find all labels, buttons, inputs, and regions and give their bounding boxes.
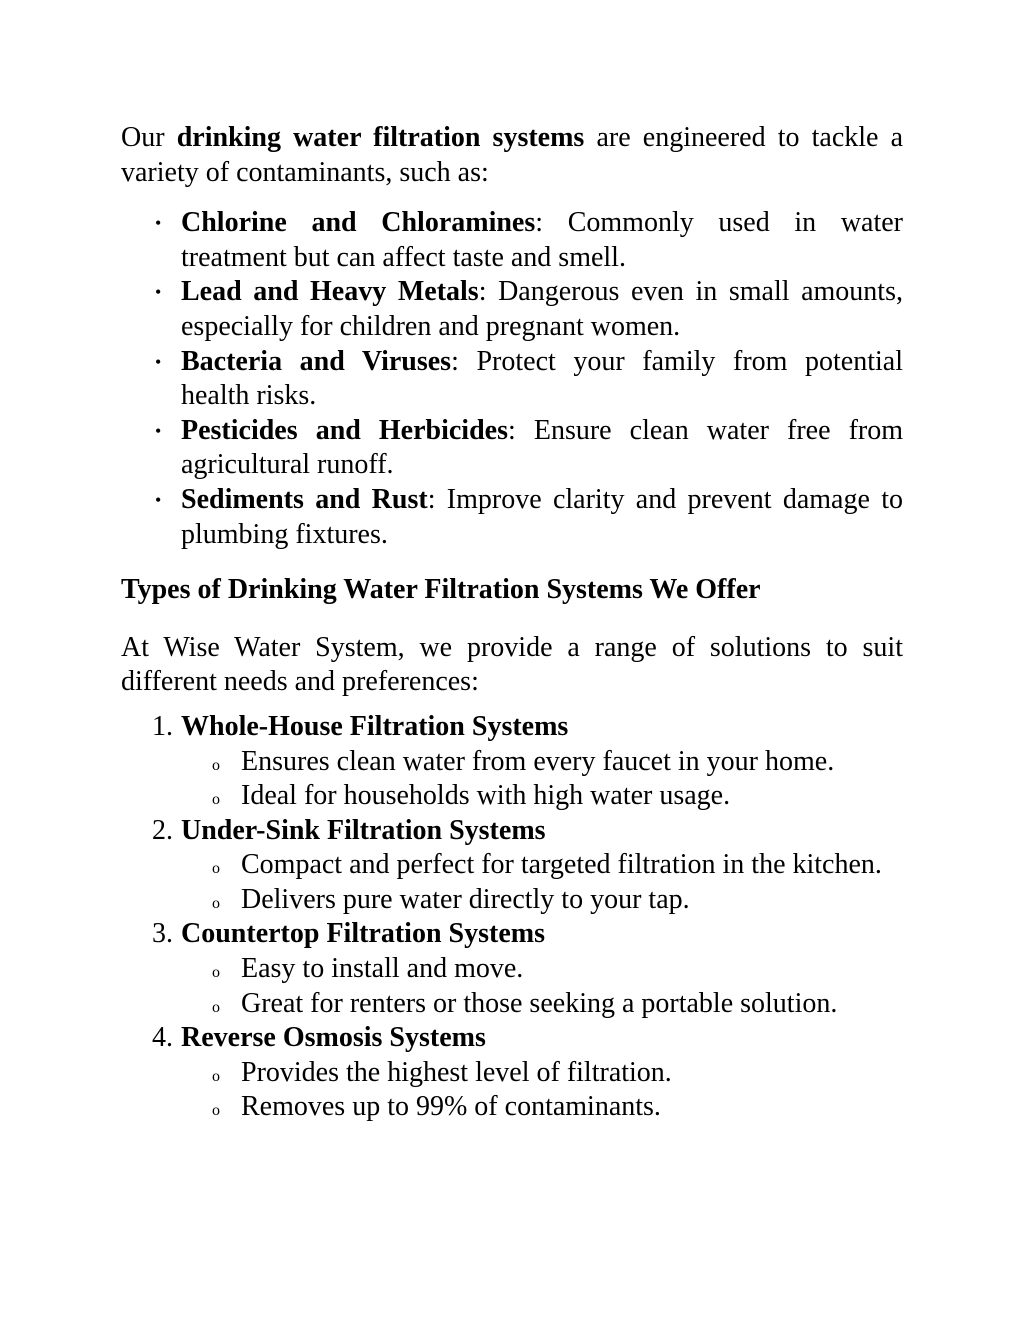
feature-item bbox=[181, 1090, 903, 1125]
circle-bullet-icon: o bbox=[212, 1067, 220, 1085]
contaminant-title: Pesticides and Herbicides bbox=[181, 414, 508, 446]
bullet-icon: • bbox=[155, 213, 162, 234]
bullet-icon: • bbox=[155, 489, 162, 510]
contaminant-item bbox=[121, 483, 903, 552]
filtration-type-title: Under-Sink Filtration Systems bbox=[181, 814, 546, 846]
item-number: 2. bbox=[152, 814, 173, 846]
bullet-icon: • bbox=[155, 351, 162, 372]
contaminant-item bbox=[121, 414, 903, 483]
feature-item bbox=[181, 1056, 903, 1091]
contaminant-text: : Commonly used in water treatment but can affect taste and smell. bbox=[181, 207, 903, 273]
contaminant-title: Lead and Heavy Metals bbox=[181, 276, 479, 308]
circle-bullet-icon: o bbox=[212, 791, 220, 809]
contaminant-text: : Dangerous even in small amounts, especially for children and pregnant women. bbox=[181, 276, 903, 342]
contaminant-text: : Protect your family from potential health risks. bbox=[181, 345, 904, 412]
filtration-type-item bbox=[121, 814, 903, 918]
bullet-icon: • bbox=[155, 420, 162, 441]
circle-bullet-icon: o bbox=[212, 964, 220, 982]
filtration-type-item bbox=[121, 1021, 903, 1125]
circle-bullet-icon: o bbox=[212, 1102, 220, 1120]
document-page bbox=[121, 121, 903, 1125]
circle-bullet-icon: o bbox=[212, 894, 220, 912]
feature-item bbox=[181, 848, 903, 883]
filtration-type-title: Countertop Filtration Systems bbox=[181, 918, 545, 950]
intro-bold-phrase: drinking water filtration systems bbox=[176, 122, 585, 153]
feature-text: Ideal for households with high water usage. bbox=[241, 780, 731, 812]
contaminant-item bbox=[121, 345, 903, 414]
intro-paragraph bbox=[121, 121, 903, 190]
item-number: 4. bbox=[152, 1022, 173, 1054]
feature-text: Great for renters or those seeking a portable solution. bbox=[241, 987, 838, 1019]
feature-text: Easy to install and move. bbox=[241, 953, 524, 985]
feature-list bbox=[181, 745, 903, 814]
filtration-type-item bbox=[121, 917, 903, 1021]
feature-list bbox=[181, 848, 903, 917]
contaminant-text: : Improve clarity and prevent damage to plumbing fixtures. bbox=[181, 483, 903, 550]
circle-bullet-icon: o bbox=[212, 756, 220, 774]
contaminant-title: Bacteria and Viruses bbox=[181, 345, 452, 377]
feature-text: Delivers pure water directly to your tap. bbox=[241, 883, 690, 915]
contaminant-item bbox=[121, 206, 903, 275]
feature-item bbox=[181, 952, 903, 987]
feature-text: Removes up to 99% of contaminants. bbox=[241, 1091, 661, 1123]
circle-bullet-icon: o bbox=[212, 860, 220, 878]
feature-text: Compact and perfect for targeted filtration in the kitchen. bbox=[241, 849, 882, 881]
feature-item bbox=[181, 779, 903, 814]
intro-suffix: are engineered to tackle a variety of contaminants, such as: bbox=[121, 122, 904, 188]
feature-item bbox=[181, 987, 903, 1022]
filtration-type-item bbox=[121, 710, 903, 814]
filtration-type-title: Whole-House Filtration Systems bbox=[181, 710, 569, 742]
contaminant-text: : Ensure clean water free from agricultural runoff. bbox=[181, 414, 903, 481]
intro-prefix: Our bbox=[121, 122, 177, 153]
contaminant-item bbox=[121, 275, 903, 344]
feature-item bbox=[181, 745, 903, 780]
circle-bullet-icon: o bbox=[212, 998, 220, 1016]
contaminants-list bbox=[121, 206, 903, 552]
item-number: 1. bbox=[152, 710, 173, 742]
filtration-type-title: Reverse Osmosis Systems bbox=[181, 1022, 486, 1054]
feature-text: Provides the highest level of filtration. bbox=[241, 1056, 672, 1088]
bullet-icon: • bbox=[155, 282, 162, 303]
item-number: 3. bbox=[152, 918, 173, 950]
contaminant-title: Chlorine and Chloramines bbox=[181, 207, 536, 239]
feature-list bbox=[181, 1056, 903, 1125]
contaminant-title: Sediments and Rust bbox=[181, 483, 428, 515]
section-heading: Types of Drinking Water Filtration Systems We Offer bbox=[121, 574, 761, 606]
feature-text: Ensures clean water from every faucet in your home. bbox=[241, 745, 835, 777]
feature-item bbox=[181, 883, 903, 918]
section-intro-paragraph: At Wise Water System, we provide a range of solutions to suit different needs and preferences: bbox=[121, 631, 903, 698]
feature-list bbox=[181, 952, 903, 1021]
filtration-types-list bbox=[121, 710, 903, 1125]
